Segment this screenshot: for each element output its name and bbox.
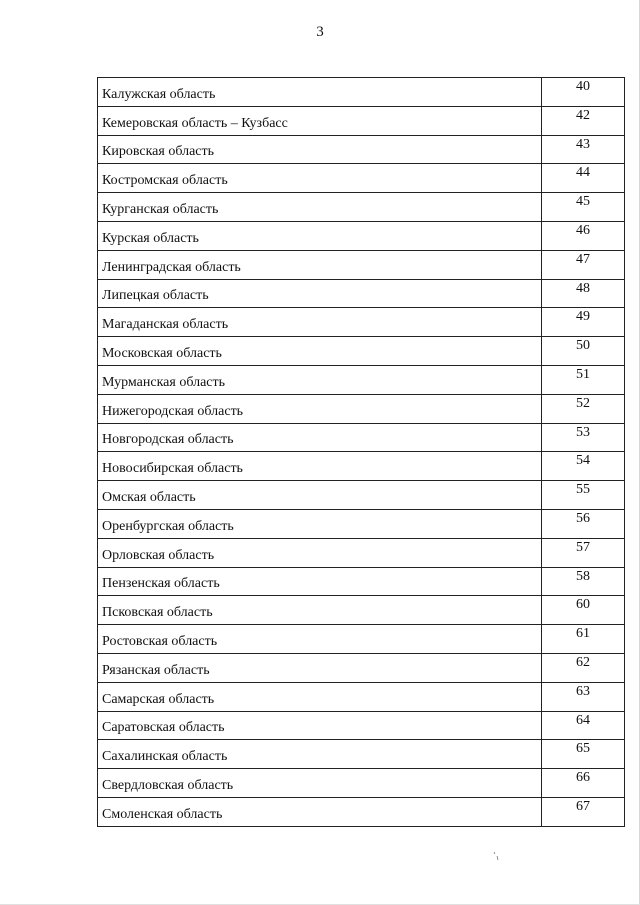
page-reference-cell [542,567,625,596]
table-row [98,711,625,740]
table-row [98,337,625,366]
page-reference: 45 [576,194,590,210]
region-name-cell [98,164,542,193]
table-row [98,538,625,567]
scan-artifact-mark [493,851,499,861]
table-row [98,625,625,654]
region-name-cell [98,337,542,366]
page-reference-cell [542,452,625,481]
page-reference-cell [542,337,625,366]
table-row [98,682,625,711]
region-name: Псковская область [102,605,213,621]
table-body [98,78,625,827]
region-name-cell [98,567,542,596]
region-name-cell [98,423,542,452]
page-reference-cell [542,78,625,107]
region-name: Саратовская область [102,720,225,736]
table-row [98,394,625,423]
region-name-cell [98,394,542,423]
page-reference-cell [542,653,625,682]
region-name: Орловская область [102,547,215,563]
page-reference: 48 [576,280,590,296]
page-reference: 49 [576,309,590,325]
region-name-cell [98,481,542,510]
region-name: Омская область [102,489,196,505]
table-row [98,509,625,538]
page-reference-cell [542,711,625,740]
region-name-cell [98,78,542,107]
table-row [98,769,625,798]
region-name: Нижегородская область [102,403,244,419]
page-reference: 51 [576,366,590,382]
page-reference: 42 [576,107,590,123]
page-reference-cell [542,481,625,510]
region-name-cell [98,769,542,798]
page-reference-cell [542,250,625,279]
page-reference: 65 [576,741,590,757]
table-row [98,250,625,279]
region-name: Самарская область [102,691,215,707]
table-row [98,596,625,625]
region-index-table [97,77,625,827]
region-name: Липецкая область [102,288,209,304]
table-row [98,135,625,164]
region-name-cell [98,596,542,625]
table-row [98,740,625,769]
page-reference-cell [542,164,625,193]
table-row [98,481,625,510]
region-name-cell [98,106,542,135]
region-name: Оренбургская область [102,518,234,534]
page-reference-cell [542,740,625,769]
page-reference: 40 [576,79,590,94]
region-name: Костромская область [102,173,228,189]
page-reference: 46 [576,222,590,238]
region-name: Курганская область [102,201,219,217]
page-reference: 52 [576,395,590,411]
region-name: Рязанская область [102,662,210,678]
region-name: Новосибирская область [102,461,243,477]
page-reference-cell [542,193,625,222]
region-name-cell [98,452,542,481]
region-name: Смоленская область [102,806,223,822]
region-name-cell [98,797,542,826]
page-reference-cell [542,625,625,654]
page-reference: 44 [576,165,590,181]
region-name: Ростовская область [102,633,218,649]
page-reference: 56 [576,510,590,526]
region-name-cell [98,308,542,337]
page-number: 3 [316,24,324,40]
region-name: Калужская область [102,86,216,102]
region-name: Новгородская область [102,432,234,448]
table-row [98,423,625,452]
region-name-cell [98,193,542,222]
page-reference-cell [542,308,625,337]
page-reference: 50 [576,338,590,354]
page-reference-cell [542,769,625,798]
region-name: Сахалинская область [102,749,228,765]
region-name: Пензенская область [102,576,220,592]
table-row [98,106,625,135]
table-row [98,279,625,308]
page-reference: 57 [576,539,590,555]
region-name: Магаданская область [102,317,229,333]
page-reference-cell [542,797,625,826]
region-name-cell [98,740,542,769]
region-name-cell [98,279,542,308]
page-reference: 62 [576,654,590,670]
region-name-cell [98,221,542,250]
table-row [98,365,625,394]
page-reference-cell [542,509,625,538]
page-reference: 67 [576,798,590,814]
region-name-cell [98,653,542,682]
page-reference-cell [542,135,625,164]
page-reference-cell [542,221,625,250]
page-reference: 63 [576,683,590,699]
page-reference: 54 [576,453,590,469]
table-row [98,567,625,596]
page-reference-cell [542,682,625,711]
page-reference: 66 [576,770,590,786]
page-reference-cell [542,106,625,135]
region-name-cell [98,625,542,654]
page-reference-cell [542,596,625,625]
region-name-cell [98,135,542,164]
region-name: Мурманская область [102,374,226,390]
table-row [98,308,625,337]
page-reference: 58 [576,568,590,584]
page-reference: 64 [576,712,590,728]
page-reference-cell [542,279,625,308]
page-reference-cell [542,394,625,423]
region-name: Кировская область [102,144,215,160]
page-reference: 53 [576,424,590,440]
page-reference-cell [542,365,625,394]
page-reference: 55 [576,482,590,498]
region-name-cell [98,682,542,711]
table-row [98,221,625,250]
page-reference-cell [542,538,625,567]
table-row [98,653,625,682]
table-row [98,193,625,222]
region-name-cell [98,711,542,740]
table-row [98,797,625,826]
region-name-cell [98,509,542,538]
region-name: Московская область [102,345,222,361]
table-row [98,452,625,481]
region-name: Кемеровская область – Кузбасс [102,115,288,131]
table-row [98,164,625,193]
page-reference-cell [542,423,625,452]
page-reference: 61 [576,626,590,642]
region-name-cell [98,250,542,279]
region-name-cell [98,538,542,567]
table-row [98,78,625,107]
page-reference: 60 [576,597,590,613]
page-reference: 43 [576,136,590,152]
page-reference: 47 [576,251,590,267]
region-name-cell [98,365,542,394]
region-name: Свердловская область [102,777,234,793]
region-name: Ленинградская область [102,259,241,275]
region-name: Курская область [102,230,199,246]
